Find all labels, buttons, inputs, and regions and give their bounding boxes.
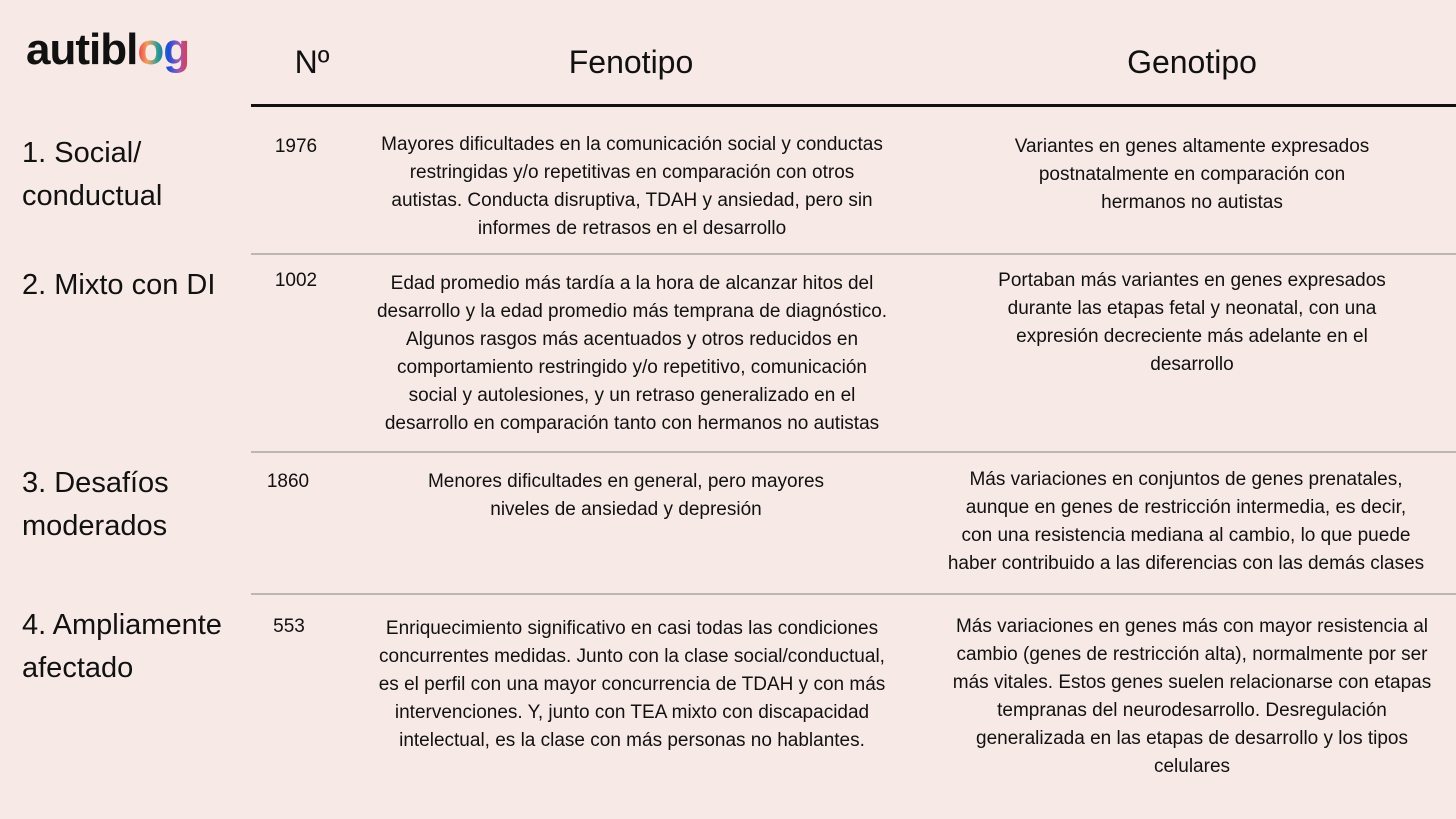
count-1: 1976 [274,136,318,157]
header-fenotipo: Fenotipo [568,44,694,80]
autiblog-logo [26,25,190,74]
row-divider-3 [251,593,1456,595]
class-label-4: 4. Ampliamente afectado [22,609,222,684]
fenotipo-4: Enriquecimiento significativo en casi todas las condiciones concurrentes medidas. Junto con la clase social/conductual, es el perfil con una mayor concurrencia de TDAH y con más intervenciones. Y, junto con TEA mixto con discapacidad intelectual, es la clase con más personas no hablantes. [378,618,886,751]
count-3: 1860 [266,471,310,492]
class-label-3: 3. Desafíos moderados [22,467,169,542]
count-4: 553 [273,616,305,637]
genotipo-1: Variantes en genes altamente expresados postnatalmente en comparación con hermanos no autistas [1014,136,1370,213]
logo-rainbow-text: og [137,25,190,74]
genotipo-2: Portaban más variantes en genes expresados durante las etapas fetal y neonatal, con una expresión decreciente más adelante en el desarrollo [998,270,1386,375]
fenotipo-1: Mayores dificultades en la comunicación social y conductas restringidas y/o repetitivas en comparación con otros autistas. Conducta disruptiva, TDAH y ansiedad, pero sin informes de retrasos en el desarrollo [381,134,883,239]
header-genotipo: Genotipo [1127,44,1257,80]
logo-text: autibl [26,25,138,74]
class-label-2: 2. Mixto con DI [22,269,216,301]
row-divider-1 [251,253,1456,255]
row-divider-2 [251,451,1456,453]
header-divider [251,104,1456,107]
count-2: 1002 [274,270,318,291]
genotipo-4: Más variaciones en genes más con mayor resistencia al cambio (genes de restricción alta), normalmente por ser más vitales. Estos genes suelen relacionarse con etapas tempranas del neurodesarrollo. Desregulación generalizada en las etapas de desarrollo y los tipos celulares [952,616,1432,777]
fenotipo-3: Menores dificultades en general, pero mayores niveles de ansiedad y depresión [427,471,825,520]
genotipo-3: Más variaciones en conjuntos de genes prenatales, aunque en genes de restricción intermedia, es decir, con una resistencia mediana al cambio, lo que puede haber contribuido a las diferencias con las demás clases [947,469,1425,574]
fenotipo-2: Edad promedio más tardía a la hora de alcanzar hitos del desarrollo y la edad promedio más temprana de diagnóstico. Algunos rasgos más acentuados y otros reducidos en comportamiento restringido y/o repetitivo, comunicación social y autolesiones, y un retraso generalizado en el desarrollo en comparación tanto con hermanos no autistas [376,273,888,434]
class-label-1: 1. Social/ conductual [22,137,163,212]
header-number: Nº [294,44,330,80]
